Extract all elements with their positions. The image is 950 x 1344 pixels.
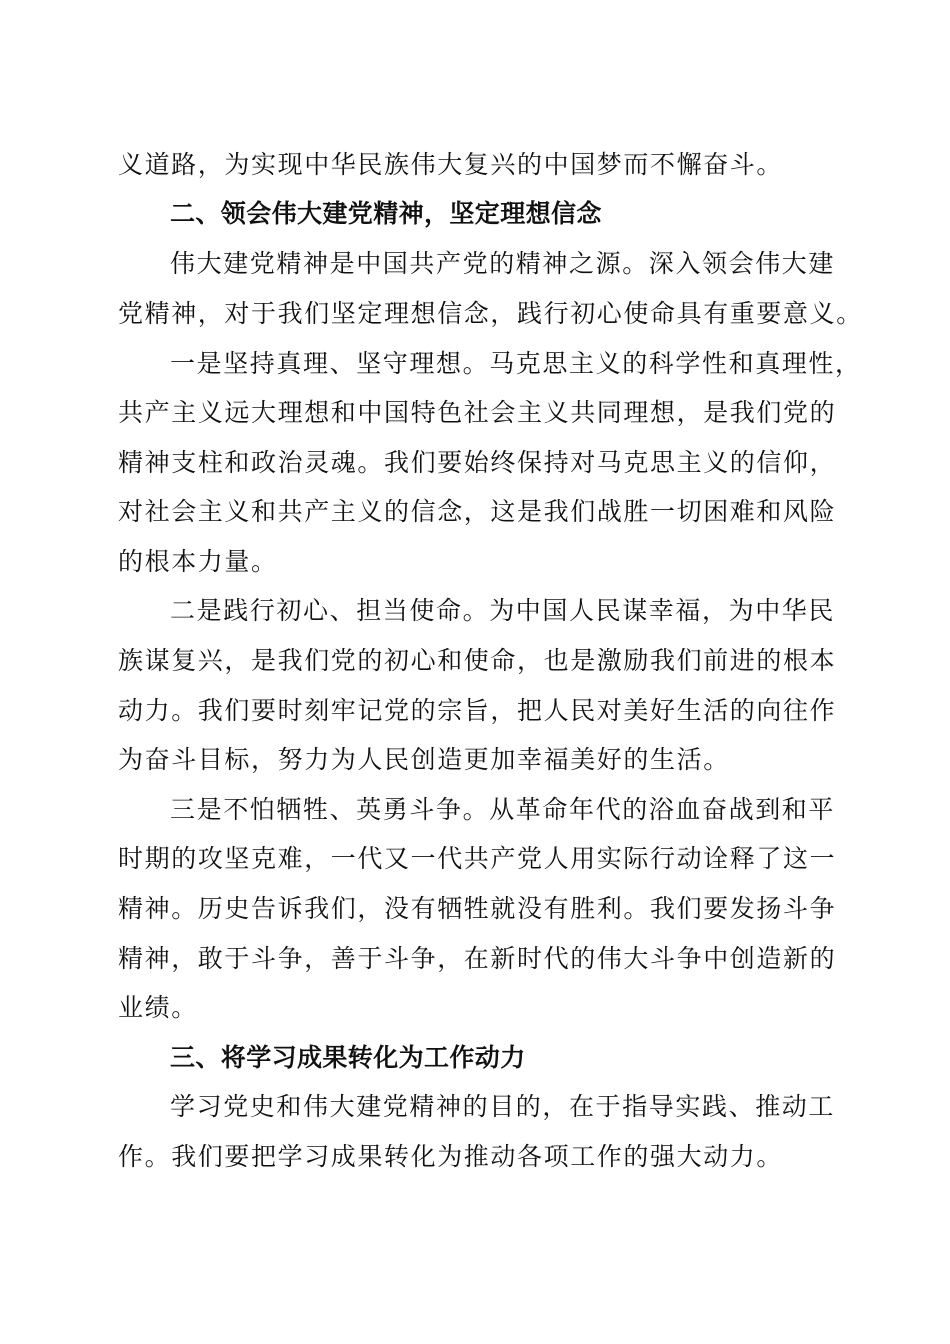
paragraph-line: 精神，敢于斗争，善于斗争，在新时代的伟大斗争中创造新的 (118, 944, 837, 973)
paragraph-line: 学习党史和伟大建党精神的目的，在于指导实践、推动工 (170, 1092, 836, 1121)
paragraph-line: 族谋复兴，是我们党的初心和使命，也是激励我们前进的根本 (118, 646, 837, 675)
paragraph-line: 义道路，为实现中华民族伟大复兴的中国梦而不懈奋斗。 (118, 150, 784, 179)
paragraph-line: 一是坚持真理、坚守理想。马克思主义的科学性和真理性， (170, 349, 862, 378)
paragraph-line: 业绩。 (118, 993, 198, 1022)
paragraph-line: 三是不怕牺牲、英勇斗争。从革命年代的浴血奋战到和平 (170, 795, 836, 824)
paragraph-line: 党精神，对于我们坚定理想信念，践行初心使命具有重要意义。 (118, 299, 863, 328)
paragraph-line: 伟大建党精神是中国共产党的精神之源。深入领会伟大建 (170, 249, 836, 278)
paragraph-line: 精神。历史告诉我们，没有牺牲就没有胜利。我们要发扬斗争 (118, 894, 837, 923)
paragraph-line: 的根本力量。 (118, 547, 278, 576)
paragraph-line: 共产主义远大理想和中国特色社会主义共同理想，是我们党的 (118, 398, 837, 427)
paragraph-line: 对社会主义和共产主义的信念，这是我们战胜一切困难和风险 (118, 497, 837, 526)
paragraph-line: 为奋斗目标，努力为人民创造更加幸福美好的生活。 (118, 745, 730, 774)
section-heading-3: 三、将学习成果转化为工作动力 (170, 1043, 526, 1072)
paragraph-line: 作。我们要把学习成果转化为推动各项工作的强大动力。 (118, 1142, 784, 1171)
paragraph-line: 动力。我们要时刻牢记党的宗旨，把人民对美好生活的向往作 (118, 696, 837, 725)
paragraph-line: 时期的攻坚克难，一代又一代共产党人用实际行动诠释了这一 (118, 844, 837, 873)
section-heading-2: 二、领会伟大建党精神，坚定理想信念 (170, 199, 602, 228)
paragraph-line: 二是践行初心、担当使命。为中国人民谋幸福，为中华民 (170, 596, 836, 625)
paragraph-line: 精神支柱和政治灵魂。我们要始终保持对马克思主义的信仰， (118, 448, 837, 477)
